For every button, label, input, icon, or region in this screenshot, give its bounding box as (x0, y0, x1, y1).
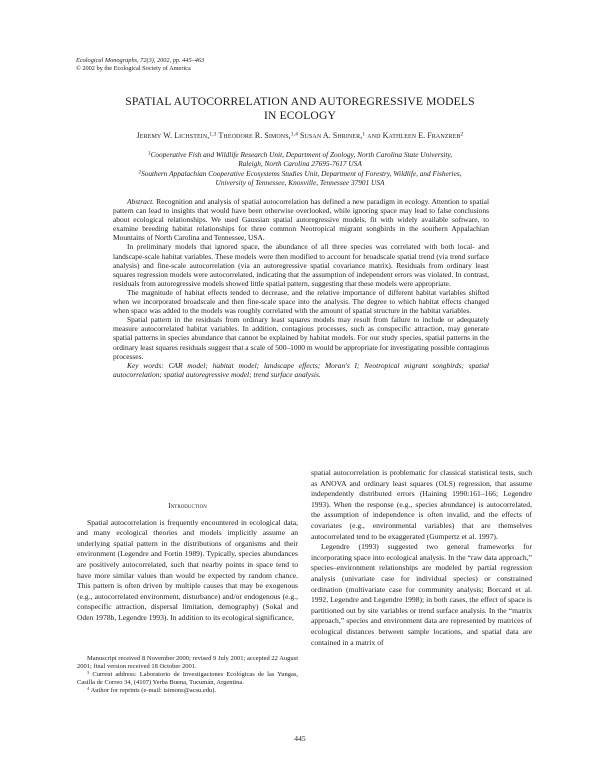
affiliations (90, 150, 510, 187)
affiliation-text: Southern Appalachian Cooperative Ecosystems Studies Unit, Department of Forestry, Wildlife, and Fisheries, (141, 168, 462, 178)
title-line-1: SPATIAL AUTOCORRELATION AND AUTOREGRESSIVE MODELS (125, 95, 475, 108)
abstract-paragraph: Spatial pattern in the residuals from ordinary least squares models may result from failure to include or adequately measure autocorrelated habitat variables. In addition, contagious processes, such as conspecific attraction, may generate spatial patterns in species abundance that cannot be explained by habitat models. For our study species, spatial patterns in the ordinary least squares residuals suggest that a scale of 500–1000 m would be appropriate for investigating possible contagious processes. (113, 315, 489, 361)
affiliation-1 (90, 150, 510, 159)
author-affil-mark: 1,4 (290, 131, 298, 138)
affiliation-2-cont: University of Tennessee, Knoxville, Tennessee 37901 USA (215, 177, 385, 187)
footnote-mark: 3 (87, 670, 90, 676)
author-affil-mark: 1 (362, 131, 366, 138)
body-paragraph: Spatial autocorrelation is frequently encountered in ecological data, and many ecological theories and models implicitly assume an underlying spatial pattern in the distributions of organisms and their environment (Legendre and Fortin 1989). Typically, species abundances are positively autocorrelated, such that nearby points in space tend to have more similar values than would be expected by random chance. This pattern is often driven by multiple causes that may be exogenous (e.g., autocorrelated environment, disturbance) and/or endogenous (e.g., conspecific attraction, dispersal limitation, demography) (Sokal and Oden 1978b, Legendre 1993). In addition to its ecological significance, (77, 517, 298, 622)
footnote-text: Author for reprints (e-mail: tsimons@acsu.edu). (90, 687, 217, 695)
author-name: Susan A. Shriner, (300, 131, 363, 140)
author-name: Theodore R. Simons, (218, 131, 291, 140)
footnote-text: Current address: Laboratorio de Investigaciones Ecológicas de las Yungas, Casilla de Correo 34, (4107) Yerba Buena, Tucumán, Argentina. (77, 671, 298, 687)
author-affil-mark: 1,3 (209, 131, 217, 138)
abstract-label: Abstract. (127, 197, 155, 206)
body-paragraph: spatial autocorrelation is problematic for classical statistical tests, such as ANOVA and ordinary least squares (OLS) regression, that assume independently distributed errors (Haining 1990:161–166; Legendre 1993). When the response (e.g., species abundance) is autocorrelated, the assumption of independence is often invalid, and the effects of covariates (e.g., environmental variables) that are themselves autocorrelated tend to be exaggerated (Gumpertz et al. 1997). (311, 468, 532, 541)
title-line-2: IN ECOLOGY (263, 109, 337, 122)
abstract-paragraph: In preliminary models that ignored space, the abundance of all three species was correlated with both local- and landscape-scale habitat variables. These models were then modified to account for broadscale spatial trend (via trend surface analysis) and fine-scale autocorrelation (via an autoregressive spatial covariance matrix). Residuals from ordinary least squares regression models were autocorrelated, indicating that the assumption of independent errors was violated. In contrast, residuals from autoregressive models showed little spatial pattern, suggesting that these models were appropriate. (113, 242, 489, 288)
footnote-3 (77, 671, 298, 687)
page-number: 445 (294, 734, 306, 743)
abstract-paragraph (113, 197, 489, 242)
abstract-text: Recognition and analysis of spatial autocorrelation has defined a new paradigm in ecology. Attention to spatial pattern can lead to insights that would have been otherwise overlooked, while ignoring space may lead to false conclusions about ecological relationships. We used Gaussian spatial autoregressive models, fit with widely available software, to examine breeding habitat relationships for three common Neotropical migrant songbirds in the southern Appalachian Mountains of North Carolina and Tennessee, USA. (113, 197, 490, 243)
body-column-left (77, 501, 298, 624)
journal-citation: Ecological Monographs, 72(3), 2002, pp. 445–463 (76, 57, 205, 64)
keywords-label: Key words: (127, 360, 164, 370)
footnotes (77, 655, 298, 695)
affiliation-text: Cooperative Fish and Wildlife Research Unit, Department of Zoology, North Carolina State University, (150, 150, 453, 159)
keywords-text: CAR model; habitat model; landscape effects; Moran's I; Neotropical migrant songbirds; spatial autocorrelation; spatial autoregressive model; trend surface analysis. (113, 360, 489, 379)
body-column-right (311, 468, 532, 648)
journal-header (76, 57, 204, 73)
affiliation-mark: 1 (147, 150, 151, 157)
author-name: Kathleen E. Franzreb (382, 131, 461, 140)
abstract (113, 197, 489, 379)
body-paragraph: Legendre (1993) suggested two general frameworks for incorporating space into ecological analysis. In the “raw data approach,” species–environment relationships are modeled by partial regression analysis (univariate case for individual species) or constrained ordination (multivariate case for community analysis; Borcard et al. 1992, Legendre and Legendre 1998); in both cases, the effect of space is partitioned out by site variables or trend surface analysis. In the “matrix approach,” species and environment data are represented by matrices of ecological distances between sample locations, and spatial data are contained in a matrix of (311, 542, 532, 647)
affiliation-mark: 2 (138, 169, 142, 176)
author-list (60, 131, 540, 141)
footnote-received: Manuscript received 8 November 2000; revised 9 July 2001; accepted 22 August 2001; final version received 18 October 2001. (77, 655, 298, 671)
affiliation-2 (90, 169, 510, 178)
keywords (113, 361, 489, 379)
footnote-mark: 4 (87, 686, 90, 692)
section-heading-introduction: Introduction (168, 501, 207, 510)
article-title (60, 95, 540, 123)
author-name: Jeremy W. Lichstein, (136, 131, 210, 140)
author-conjunction: and (367, 131, 381, 140)
affiliation-1-cont: Raleigh, North Carolina 27695-7617 USA (238, 159, 362, 169)
footnote-4 (77, 687, 298, 695)
author-affil-mark: 2 (460, 131, 464, 138)
journal-copyright: © 2002 by the Ecological Society of America (76, 65, 191, 72)
abstract-paragraph: The magnitude of habitat effects tended to decrease, and the relative importance of different habitat variables shifted when we incorporated broadscale and then fine-scale space into the analysis. The degree to which habitat effects changed when space was added to the models was roughly correlated with the amount of spatial structure in the habitat variables. (113, 287, 489, 316)
